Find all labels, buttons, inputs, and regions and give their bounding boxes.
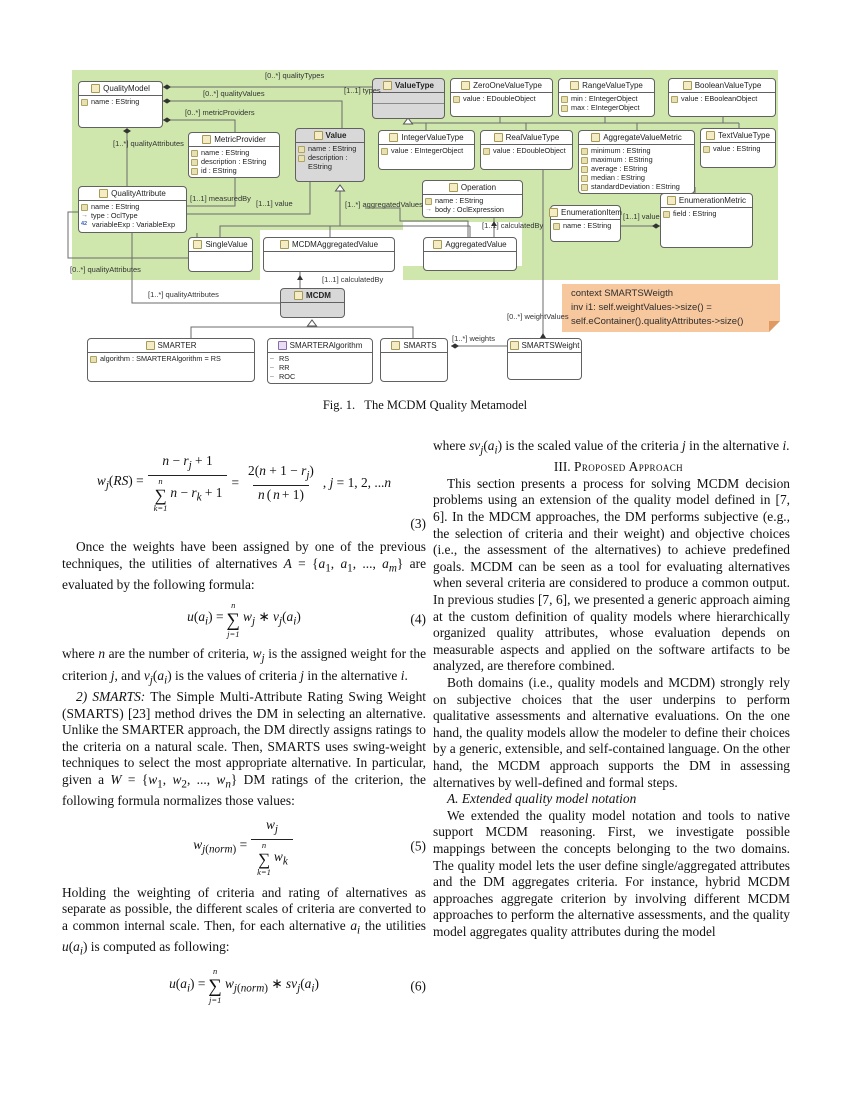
class-icon bbox=[314, 131, 323, 140]
left-column bbox=[62, 446, 426, 1013]
attribute-label: RS bbox=[279, 354, 290, 363]
class-header bbox=[189, 238, 252, 252]
class-icon bbox=[549, 208, 558, 217]
generalization-arrow bbox=[308, 320, 317, 326]
class-BooleanValueType bbox=[668, 78, 776, 117]
class-SMARTS bbox=[380, 338, 448, 382]
class-title: SingleValue bbox=[205, 240, 248, 249]
class-attributes bbox=[701, 143, 775, 167]
edge-label: [1..1] measuredBy bbox=[190, 194, 251, 203]
attribute-row bbox=[81, 220, 184, 229]
class-header bbox=[379, 131, 474, 145]
attribute-icon: – bbox=[270, 373, 274, 380]
attribute-label: ROC bbox=[279, 372, 296, 381]
relation-line bbox=[312, 327, 413, 338]
class-attributes bbox=[373, 93, 444, 118]
class-icon bbox=[91, 84, 100, 93]
attribute-icon bbox=[561, 96, 568, 103]
attribute-label: value : EIntegerObject bbox=[391, 146, 464, 155]
attribute-icon bbox=[663, 211, 670, 218]
class-title: AggregateValueMetric bbox=[603, 133, 682, 142]
class-attributes bbox=[79, 96, 162, 127]
attribute-icon bbox=[90, 356, 97, 363]
attribute-icon bbox=[581, 148, 588, 155]
note-fold-corner bbox=[769, 321, 780, 332]
edge-label: [1..1] types bbox=[344, 86, 381, 95]
attribute-icon bbox=[581, 157, 588, 164]
figure-1-diagram bbox=[0, 0, 850, 430]
attribute-label: body : OclExpression bbox=[435, 205, 504, 214]
class-attributes bbox=[381, 353, 447, 381]
attribute-row bbox=[270, 363, 370, 372]
attribute-row bbox=[581, 155, 692, 164]
attribute-label: RR bbox=[279, 363, 290, 372]
class-AggregatedValue bbox=[423, 237, 517, 271]
attribute-row bbox=[581, 182, 692, 191]
class-icon bbox=[449, 183, 458, 192]
class-title: RangeValueType bbox=[582, 81, 643, 90]
class-header bbox=[423, 181, 522, 195]
class-title: Operation bbox=[460, 183, 497, 192]
class-title: TextValueType bbox=[718, 131, 770, 140]
attribute-row bbox=[663, 209, 750, 218]
generalization-arrow bbox=[336, 185, 345, 191]
diamond-marker bbox=[163, 98, 171, 103]
class-icon bbox=[280, 240, 289, 249]
paragraph: 2) SMARTS: The Simple Multi-Attribute Rating Swing Weight (SMARTS) [23] method drives the DM in selecting an alternative. Unlike the SMARTER approach, the DM directly assigns ratings to the criteria on a natural scale. Then, SMARTS uses swing-weight techniques to select the most appropriate alternative. In particular, given a $W = \{w_1$, $w_2$, ..., $w_n$} DM ratings of the criterion, the following formula normalizes those values: bbox=[62, 688, 426, 809]
class-attributes bbox=[379, 145, 474, 169]
paragraph: This section presents a process for solving MCDM decision problems using an extension of the quality model defined in [7, 6]. In the MDCM approaches, the DM performs subjective (e.g., the selection of criteria and their weight) and objective choices (i.e., the assessment of the alternatives) to achieve predefined goals. MCDM can be seen as a tool for evaluating alternatives when several criteria are considered to produce a common output. In previous studies [7, 6], we presented a generic approach aiming at the custom definition of quality models where hierarchically organized quality attributes, whose evaluation depends on measurable aspects and applied on the software artifacts to be analyzed, are therefore combined. bbox=[433, 475, 790, 674]
class-title: SMARTS bbox=[403, 341, 437, 350]
attribute-label: description : EString bbox=[308, 153, 348, 171]
class-ZeroOneValueType bbox=[450, 78, 553, 117]
class-icon bbox=[461, 81, 470, 90]
diamond-marker bbox=[123, 128, 131, 133]
class-title: IntegerValueType bbox=[401, 133, 464, 142]
sum-symbol: n ∑ k=1 bbox=[153, 476, 168, 514]
note-line: inv i1: self.weightValues->size() = bbox=[571, 302, 712, 313]
attribute-row bbox=[191, 148, 277, 157]
class-icon bbox=[294, 291, 303, 300]
edge-label: [1..*] aggregatedValues bbox=[345, 200, 423, 209]
class-header bbox=[79, 82, 162, 96]
attribute-row bbox=[483, 146, 570, 155]
attribute-icon: → bbox=[81, 212, 88, 219]
attribute-label: name : EString bbox=[201, 148, 250, 157]
class-header bbox=[296, 129, 364, 143]
attribute-label: value : EString bbox=[713, 144, 761, 153]
attribute-icon bbox=[81, 99, 88, 106]
diamond-marker bbox=[163, 84, 171, 89]
relation-line bbox=[408, 118, 739, 123]
class-icon bbox=[706, 131, 715, 140]
attribute-row bbox=[425, 205, 520, 214]
class-header bbox=[669, 79, 775, 93]
relation-line bbox=[163, 120, 235, 132]
attribute-row bbox=[581, 146, 692, 155]
class-header bbox=[481, 131, 572, 145]
class-icon bbox=[570, 81, 579, 90]
equation-tag: (4) bbox=[410, 611, 426, 627]
attribute-label: value : EBooleanObject bbox=[681, 94, 758, 103]
class-icon bbox=[193, 240, 202, 249]
class-header bbox=[79, 187, 186, 201]
attribute-icon bbox=[81, 204, 88, 211]
attribute-label: name : EString bbox=[308, 144, 357, 153]
class-header bbox=[281, 289, 344, 303]
attribute-icon bbox=[703, 146, 710, 153]
attribute-row bbox=[671, 94, 773, 103]
attribute-label: value : EDoubleObject bbox=[463, 94, 536, 103]
class-icon bbox=[99, 189, 108, 198]
equation-4: $u(a_i)$ = n ∑ j=1 $w_j$ ∗ $v_j(a_i)$ (4) bbox=[187, 599, 426, 639]
eq3-lhs: $w_j(RS)$ = bbox=[96, 472, 144, 492]
attribute-row bbox=[561, 103, 652, 112]
sum-symbol: n ∑ j=1 bbox=[208, 966, 222, 1006]
class-title: MCDMAggregatedValue bbox=[291, 240, 379, 249]
attribute-label: variableExp : VariableExp bbox=[92, 220, 176, 229]
class-attributes bbox=[551, 220, 620, 241]
class-title: MCDM bbox=[306, 291, 331, 300]
paragraph: Both domains (i.e., quality models and MCDM) strongly rely on subjective choices that the user underpins to perform qualitative assessments and alternative evaluations. On the one hand, the quality models allow the modeler to define their choices by a generic, extensible, and self-contained language. On the other hand, the MCDM approach supports the DM in assessing alternatives by well-defined and formal steps. bbox=[433, 674, 790, 790]
attribute-row bbox=[553, 221, 618, 230]
class-attributes bbox=[423, 195, 522, 217]
attribute-icon bbox=[671, 96, 678, 103]
edge-label: [1..1] calculatedBy bbox=[322, 275, 384, 284]
class-QualityModel bbox=[78, 81, 163, 128]
class-attributes bbox=[189, 147, 279, 177]
attribute-icon bbox=[191, 150, 198, 157]
class-title: MetricProvider bbox=[214, 135, 266, 144]
attribute-row bbox=[81, 211, 184, 220]
class-title: SMARTER bbox=[157, 341, 197, 350]
class-attributes bbox=[88, 353, 254, 381]
class-EnumerationItem bbox=[550, 205, 621, 242]
note-line: self.eContainer().qualityAttributes->size() bbox=[571, 316, 744, 327]
class-header bbox=[264, 238, 394, 252]
class-MCDM bbox=[280, 288, 345, 318]
edge-label: [0..*] weightValues bbox=[507, 312, 569, 321]
attribute-label: name : EString bbox=[435, 196, 484, 205]
paragraph: We extended the quality model notation and tools to native support MCDM reasoning. First, we investigate possible mappings between the concepts belonging to the two domains. The quality model lets the user define single/aggregated attributes and the DM aggregates criteria. For instance, hybrid MCDM approaches aggregate criterion by involving different MCDM approaches to perform the alternative assessments, and the quality model aggregates quality attributes during the model bbox=[433, 807, 790, 939]
class-RealValueType bbox=[480, 130, 573, 170]
figure-caption: Fig. 1. The MCDM Quality Metamodel bbox=[322, 398, 528, 412]
edge-label: [1..*] qualityAttributes bbox=[113, 139, 184, 148]
attribute-row bbox=[581, 173, 692, 182]
class-ValueType bbox=[372, 78, 445, 119]
attribute-label: description : EString bbox=[201, 157, 267, 166]
class-EnumerationMetric bbox=[660, 193, 753, 248]
diamond-marker bbox=[163, 117, 171, 122]
class-title: QualityAttribute bbox=[111, 189, 166, 198]
class-attributes bbox=[281, 303, 344, 317]
equation-tag: (3) bbox=[410, 515, 426, 531]
class-attributes bbox=[79, 201, 186, 232]
edge-label: [0..*] qualityAttributes bbox=[70, 265, 141, 274]
attribute-icon bbox=[453, 96, 460, 103]
attribute-icon bbox=[191, 168, 198, 175]
paragraph: Once the weights have been assigned by one of the previous techniques, the utilities of alternatives $A = \{a_1$, $a_1$, ..., $a_m$} are evaluated by the following formula: bbox=[62, 539, 427, 593]
class-attributes bbox=[669, 93, 775, 116]
attribute-row bbox=[90, 354, 252, 363]
attribute-icon bbox=[483, 148, 490, 155]
attribute-label: standardDeviation : EString bbox=[591, 182, 680, 191]
class-icon bbox=[146, 341, 155, 350]
class-header bbox=[88, 339, 254, 353]
class-attributes bbox=[451, 93, 552, 116]
class-RangeValueType bbox=[558, 78, 655, 117]
edge-label: [1..1] calculatedBy bbox=[482, 221, 544, 230]
ocl-constraint-note bbox=[562, 284, 780, 332]
class-header bbox=[381, 339, 447, 353]
subsection-heading: A. Extended quality model notation bbox=[447, 791, 637, 807]
class-header bbox=[701, 129, 775, 143]
class-SMARTERAlgorithm bbox=[267, 338, 373, 384]
equation-tag: (6) bbox=[410, 978, 426, 994]
class-attributes bbox=[424, 252, 516, 270]
sum-symbol: n ∑ k=1 bbox=[257, 840, 271, 877]
attribute-icon bbox=[561, 105, 568, 112]
class-title: ZeroOneValueType bbox=[473, 81, 542, 90]
class-title: SMARTSWeight bbox=[521, 341, 580, 350]
class-icon bbox=[494, 133, 503, 142]
attribute-label: type : OclType bbox=[91, 211, 138, 220]
class-attributes bbox=[559, 93, 654, 116]
class-attributes bbox=[481, 145, 572, 169]
class-icon bbox=[391, 341, 400, 350]
class-title: SMARTERAlgorithm bbox=[289, 341, 363, 350]
relation-line bbox=[191, 322, 312, 338]
attribute-label: max : EIntegerObject bbox=[571, 103, 640, 112]
class-TextValueType bbox=[700, 128, 776, 168]
edge-label: [1..*] weights bbox=[452, 334, 495, 343]
attribute-icon bbox=[191, 159, 198, 166]
attribute-icon bbox=[425, 198, 432, 205]
class-SingleValue bbox=[188, 237, 253, 272]
attribute-row bbox=[81, 97, 160, 106]
class-title: ValueType bbox=[395, 81, 434, 90]
class-title: EnumerationItem bbox=[561, 208, 622, 217]
class-icon bbox=[591, 133, 600, 142]
class-title: RealValueType bbox=[505, 133, 560, 142]
eq3-fraction-2: $2(n + 1 - r_j)$ n ( n + 1) bbox=[248, 462, 314, 503]
class-attributes bbox=[661, 208, 752, 247]
class-Operation bbox=[422, 180, 523, 218]
class-attributes bbox=[579, 145, 694, 193]
attribute-icon bbox=[553, 223, 560, 230]
attribute-row bbox=[270, 354, 370, 363]
attribute-icon bbox=[581, 175, 588, 182]
diamond-marker bbox=[652, 223, 660, 228]
class-header bbox=[661, 194, 752, 208]
class-IntegerValueType bbox=[378, 130, 475, 170]
right-column bbox=[433, 438, 790, 940]
attribute-label: name : EString bbox=[91, 97, 140, 106]
attribute-icon bbox=[581, 166, 588, 173]
attribute-label: id : EString bbox=[201, 166, 237, 175]
paragraph: Holding the weighting of criteria and rating of alternatives as separate as possible, the different scales of criteria are converted to a common internal scale. Then, for each alternative $a_i$ the utilities $u(a_i)$ is computed as following: bbox=[62, 884, 427, 958]
class-Value bbox=[295, 128, 365, 182]
attribute-icon: 42 bbox=[81, 221, 88, 227]
attribute-label: value : EDoubleObject bbox=[493, 146, 566, 155]
attribute-row bbox=[561, 94, 652, 103]
class-header bbox=[373, 79, 444, 93]
class-icon bbox=[510, 341, 519, 350]
attribute-row bbox=[298, 153, 362, 171]
class-header bbox=[268, 339, 372, 353]
edge-label: [0..*] qualityValues bbox=[203, 89, 265, 98]
attribute-row bbox=[270, 372, 370, 381]
class-title: QualityModel bbox=[103, 84, 150, 93]
eq5-fraction: $w_j$ n ∑ k=1 $w_k$ bbox=[251, 817, 293, 878]
attribute-icon bbox=[298, 155, 305, 162]
equation-tag: (5) bbox=[410, 838, 426, 854]
class-header bbox=[579, 131, 694, 145]
attribute-row bbox=[453, 94, 550, 103]
edge-label: [0..*] metricProviders bbox=[185, 108, 255, 117]
class-header bbox=[508, 339, 581, 353]
class-header bbox=[559, 79, 654, 93]
class-AggregateValueMetric bbox=[578, 130, 695, 194]
attribute-row bbox=[191, 166, 277, 175]
paragraph: where n are the number of criteria, $w_j$ is the assigned weight for the criterion j, and $v_j(a_i)$ is the values of criteria j in the alternative i. bbox=[62, 646, 427, 687]
attribute-row bbox=[381, 146, 472, 155]
attribute-icon: – bbox=[270, 364, 274, 371]
section-heading: III. Proposed Approach bbox=[553, 459, 684, 475]
edge-label: [0..*] qualityTypes bbox=[265, 71, 325, 80]
class-header bbox=[424, 238, 516, 252]
class-icon bbox=[202, 135, 211, 144]
class-QualityAttribute bbox=[78, 186, 187, 233]
class-icon bbox=[683, 81, 692, 90]
attribute-label: algorithm : SMARTERAlgorithm = RS bbox=[100, 354, 221, 363]
attribute-label: average : EString bbox=[591, 164, 648, 173]
class-title: AggregatedValue bbox=[445, 240, 507, 249]
edge-label: [1..*] qualityAttributes bbox=[148, 290, 219, 299]
class-header bbox=[189, 133, 279, 147]
class-header bbox=[551, 206, 620, 220]
attribute-icon: – bbox=[270, 355, 274, 362]
edge-label: [1..1] value bbox=[623, 212, 660, 221]
attribute-row bbox=[191, 157, 277, 166]
class-attributes bbox=[189, 252, 252, 271]
arrow-marker bbox=[297, 275, 303, 280]
equation-5: $w_{j(norm)}$ = $w_j$ n ∑ k=1 $w_k$ (5) bbox=[193, 816, 426, 877]
class-title: EnumerationMetric bbox=[678, 196, 747, 205]
attribute-label: minimum : EString bbox=[591, 146, 651, 155]
class-attributes bbox=[264, 252, 394, 271]
diamond-marker bbox=[451, 343, 459, 348]
class-attributes bbox=[296, 143, 364, 181]
class-icon bbox=[667, 196, 676, 205]
attribute-label: median : EString bbox=[591, 173, 645, 182]
class-title: Value bbox=[325, 131, 347, 140]
attribute-icon bbox=[298, 146, 305, 153]
attribute-icon: → bbox=[425, 206, 432, 213]
class-SMARTSWeight bbox=[507, 338, 582, 380]
paragraph: where $sv_j(a_i)$ is the scaled value of the criteria j in the alternative i. bbox=[433, 438, 790, 457]
attribute-row bbox=[425, 196, 520, 205]
class-SMARTER bbox=[87, 338, 255, 382]
attribute-label: name : EString bbox=[91, 202, 140, 211]
class-header bbox=[451, 79, 552, 93]
attribute-label: field : EString bbox=[673, 209, 717, 218]
attribute-icon bbox=[381, 148, 388, 155]
attribute-row bbox=[298, 144, 362, 153]
class-MCDMAggregatedValue bbox=[263, 237, 395, 272]
attribute-label: min : EIntegerObject bbox=[571, 94, 638, 103]
equation-3: $w_j(RS)$ = $n - r_j + 1$ n ∑ k=1 $n - r_k + 1$ = $2(n + 1 - r_j)$ n ( n + 1) , j = 1, 2, ...n (3) bbox=[62, 453, 426, 532]
equation-6: $u(a_i)$ = n ∑ j=1 $w_{j(norm)}$ ∗ $sv_j(a_i)$ (6) bbox=[169, 966, 426, 1006]
eq3-fraction-1: $n - r_j + 1$ n ∑ k=1 $n - r_k + 1$ bbox=[148, 453, 228, 514]
class-title: BooleanValueType bbox=[694, 81, 762, 90]
class-attributes bbox=[508, 353, 581, 379]
class-attributes bbox=[268, 353, 372, 383]
sum-symbol: n ∑ j=1 bbox=[226, 599, 241, 639]
attribute-row bbox=[81, 202, 184, 211]
attribute-label: name : EString bbox=[563, 221, 612, 230]
eq3-tail: , j = 1, 2, ...n bbox=[322, 475, 392, 491]
attribute-label: maximum : EString bbox=[591, 155, 653, 164]
attribute-row bbox=[581, 164, 692, 173]
class-icon bbox=[433, 240, 442, 249]
class-icon bbox=[389, 133, 398, 142]
attribute-icon bbox=[581, 184, 588, 191]
class-MetricProvider bbox=[188, 132, 280, 178]
edge-label: [1..1] value bbox=[256, 199, 293, 208]
note-line: context SMARTSWeigth bbox=[571, 288, 674, 299]
attribute-row bbox=[703, 144, 773, 153]
class-icon bbox=[383, 81, 392, 90]
enum-icon bbox=[278, 341, 287, 350]
